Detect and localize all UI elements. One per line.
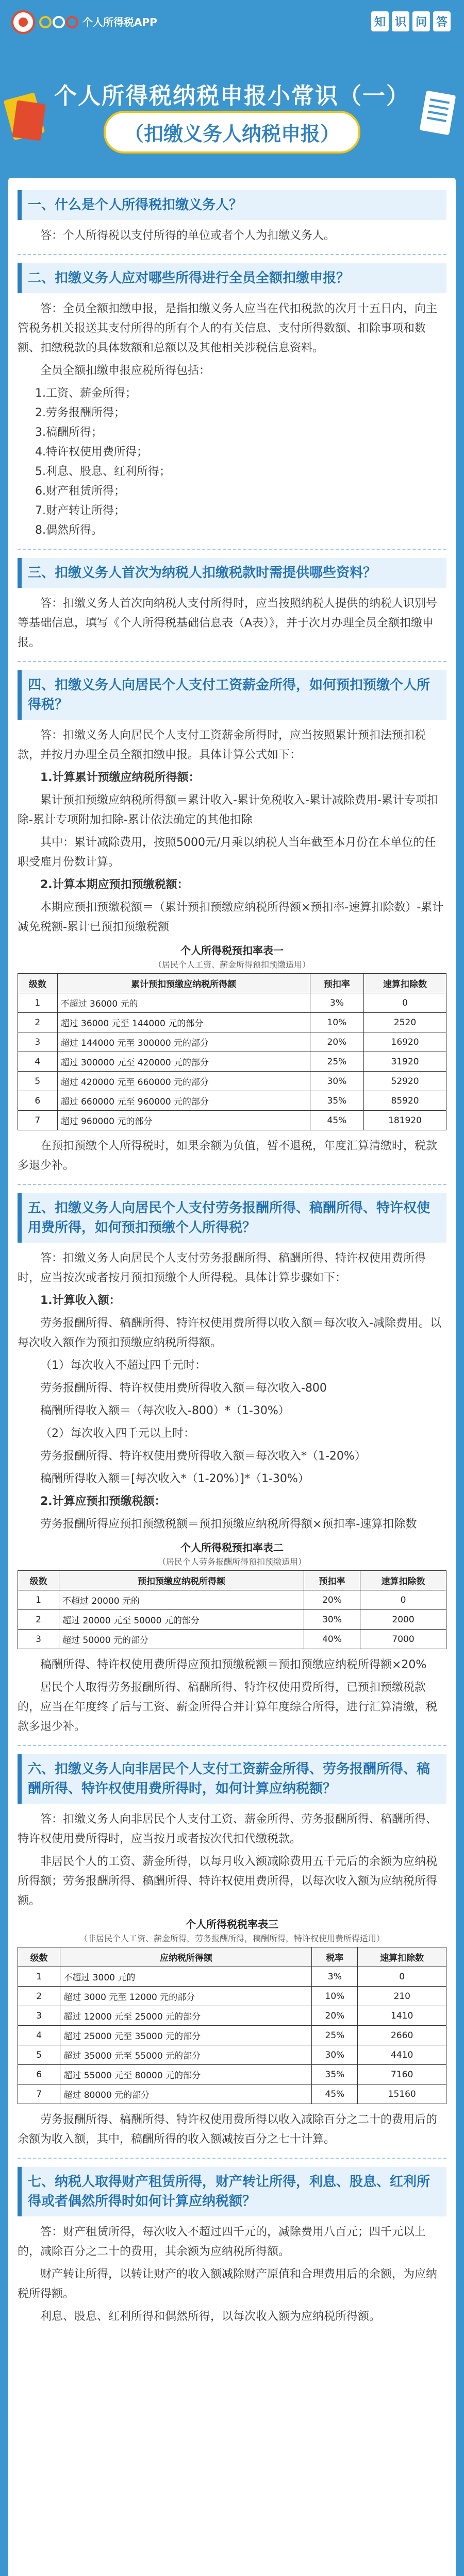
table-row: 2 超过 36000 元至 144000 元的部分 10% 2520 [18, 1013, 446, 1032]
table-2-subtitle: （居民个人劳务报酬所得预扣预缴适用） [157, 1557, 306, 1567]
answer-7: 答：财产租赁所得，每次收入不超过四千元的，减除费用八百元；四千元以上的，减除百分之二十的费用，其余额为应纳税所得额。 [18, 2226, 426, 2258]
table-header-row: 级数 预扣预缴应纳税所得额 预扣率 速算扣除数 [18, 1571, 446, 1590]
list-item: 3.稿酬所得； [35, 426, 103, 439]
formula: （1）每次收入不超过四千元时： [40, 1359, 206, 1372]
table-row: 2 超过 20000 元至 50000 元的部分 30% 2000 [18, 1610, 446, 1630]
content-card [8, 178, 456, 2576]
answer-1: 答：个人所得税以支付所得的单位或者个人为扣缴义务人。 [40, 229, 336, 242]
answer-6-detail: 非居民个人的工资、薪金所得，以每月收入额减除费用五千元后的余额为应纳税所得额；劳务报酬所得、稿酬所得、特许权使用费所得，以每次收入额为应纳税所得额。 [18, 1855, 438, 1907]
tax-emblem-icon [11, 10, 35, 34]
formula: 累计预扣预缴应纳税所得额＝累计收入-累计免税收入-累计减除费用-累计专项扣除-累计专项附加扣除-累计依法确定的其他扣除 [18, 794, 438, 826]
badge-char: 知 [371, 11, 389, 31]
q4-after: 在预扣预缴个人所得税时，如果余额为负值，暂不退税，年度汇算清缴时，税款多退少补。 [18, 1140, 438, 1172]
table-row: 4 超过 25000 元至 35000 元的部分 25% 2660 [18, 2026, 446, 2045]
answer-7-detail: 财产转让所得，以转让财产的收入额减除财产原值和合理费用后的余额，为应纳税所得额。 [18, 2268, 438, 2300]
divider [18, 2158, 446, 2159]
header [0, 0, 464, 170]
badge-char: 问 [412, 11, 430, 31]
tax-table-1 [18, 973, 446, 1130]
table-row: 2 超过 3000 元至 12000 元的部分 10% 210 [18, 1987, 446, 2006]
list-item: 7.财产转让所得； [35, 504, 125, 517]
table-row: 7 超过 80000 元的部分 45% 15160 [18, 2084, 446, 2104]
question-7: 七、纳税人取得财产租赁所得，财产转让所得，利息、股息、红利所得或者偶然所得时如何计算应纳税额？ [18, 2167, 446, 2216]
rings-icon [39, 16, 78, 28]
logo-text: 个人所得税APP [82, 16, 157, 28]
table-2-title: 个人所得税预扣率表二 [180, 1541, 284, 1554]
answer-2-lead: 全员全额扣缴申报应税所得包括： [40, 364, 211, 377]
formula: 劳务报酬所得、稿酬所得、特许权使用费所得以收入额＝每次收入-减除费用。以每次收入额作为预扣预缴应纳税所得额。 [18, 1317, 441, 1349]
table-row: 5 超过 420000 元至 660000 元的部分 30% 52920 [18, 1072, 446, 1091]
formula-note: 其中：累计减除费用，按照5000元/月乘以纳税人当年截至本月份在本单位的任职受雇月份数计算。 [18, 836, 436, 869]
list-item: 2.劳务报酬所得； [35, 406, 125, 419]
table-row: 4 超过 300000 元至 420000 元的部分 25% 31920 [18, 1052, 446, 1072]
list-item: 6.财产租赁所得； [35, 485, 125, 498]
table-row: 7 超过 960000 元的部分 45% 181920 [18, 1111, 446, 1130]
tax-table-2 [18, 1570, 446, 1649]
formula: 劳务报酬所得、特许权使用费所得收入额＝每次收入*（1-20%） [40, 1450, 366, 1463]
table-3-title: 个人所得税税率表三 [186, 1918, 278, 1930]
formula: 稿酬所得收入额＝（每次收入-800）*（1-30%） [40, 1404, 290, 1417]
divider [18, 549, 446, 550]
q5-after: 居民个人取得劳务报酬所得、稿酬所得、特许权使用费所得，已预扣预缴税款的，应当在年度终了后与工资、薪金所得合并计算年度综合所得，进行汇算清缴，税款多退少补。 [18, 1681, 438, 1733]
q6-after: 劳务报酬所得、稿酬所得、特许权使用费所得以收入减除百分之二十的费用后的余额为收入额，其中，稿酬所得的收入额减按百分之七十计算。 [18, 2113, 438, 2146]
list-item: 8.偶然所得。 [35, 524, 103, 537]
question-5: 五、扣缴义务人向居民个人支付劳务报酬所得、稿酬所得、特许权使用费所得，如何预扣预缴个人所得税？ [18, 1193, 446, 1243]
table-row: 1 不超过 20000 元的 20% 0 [18, 1590, 446, 1610]
question-1: 一、什么是个人所得税扣缴义务人？ [18, 190, 446, 220]
table-row: 3 超过 50000 元的部分 40% 7000 [18, 1630, 446, 1649]
answer-2: 答：全员全额扣缴申报，是指扣缴义务人应当在代扣税款的次月十五日内，向主管税务机关报送其支付所得的所有个人的有关信息、支付所得数额、扣除事项和数额、扣缴税款的具体数额和总额以及其他相关涉税信息资料。 [18, 302, 438, 354]
question-4: 四、扣缴义务人向居民个人支付工资薪金所得，如何预扣预缴个人所得税？ [18, 670, 446, 720]
table-3-subtitle: （非居民个人工资、薪金所得，劳务报酬所得，稿酬所得，特许权使用费所得适用） [79, 1934, 385, 1943]
divider [18, 661, 446, 662]
knowledge-badge [371, 11, 451, 31]
table-header-row: 级数 累计预扣预缴应纳税所得额 预扣率 速算扣除数 [18, 974, 446, 993]
list-item: 1.工资、薪金所得； [35, 387, 137, 400]
table-1-subtitle: （居民个人工资、薪金所得预扣预缴适用） [153, 960, 310, 970]
table-row: 1 不超过 3000 元的 3% 0 [18, 1967, 446, 1987]
tax-table-3 [18, 1947, 446, 2104]
page-subtitle: （扣缴义务人纳税申报） [104, 111, 360, 154]
divider [18, 1745, 446, 1746]
question-6: 六、扣缴义务人向非居民个人支付工资薪金所得、劳务报酬所得、稿酬所得、特许权使用费所得时，如何计算应纳税额？ [18, 1754, 446, 1804]
table-row: 3 超过 12000 元至 25000 元的部分 20% 1410 [18, 2006, 446, 2026]
question-3: 三、扣缴义务人首次为纳税人扣缴税款时需提供哪些资料？ [18, 558, 446, 588]
logo [11, 10, 157, 34]
list-item: 4.特许权使用费所得； [35, 446, 148, 459]
table-header-row: 级数 应纳税所得额 税率 速算扣除数 [18, 1947, 446, 1967]
step-heading: 1.计算累计预缴应纳税所得额： [40, 771, 200, 784]
divider [18, 1184, 446, 1185]
answer-6: 答：扣缴义务人向非居民个人支付工资、薪金所得、劳务报酬所得、稿酬所得、特许权使用费所得时，应当按月或者按次代扣代缴税款。 [18, 1813, 438, 1845]
table-row: 6 超过 660000 元至 960000 元的部分 35% 85920 [18, 1091, 446, 1111]
page-title: 个人所得税纳税申报小常识（一） [54, 83, 410, 109]
formula: （2）每次收入四千元以上时： [40, 1427, 195, 1440]
step-heading: 2.计算本期应预扣预缴税额： [40, 878, 189, 891]
formula: 稿酬所得收入额＝[每次收入*（1-20%）]*（1-30%） [40, 1472, 309, 1485]
answer-7-detail: 利息、股息、红利所得和偶然所得，以每次收入额为应纳税所得额。 [40, 2310, 381, 2323]
table-1-title: 个人所得税预扣率表一 [180, 944, 284, 957]
table-row: 3 超过 144000 元至 300000 元的部分 20% 16920 [18, 1032, 446, 1052]
answer-3: 答：扣缴义务人首次向纳税人支付所得时，应当按照纳税人提供的纳税人识别号等基础信息，填写《个人所得税基础信息表（A表）》，并于次月办理全员全额扣缴申报。 [18, 597, 438, 649]
badge-char: 答 [433, 11, 451, 31]
step-heading: 2.计算应预扣预缴税额： [40, 1495, 166, 1508]
badge-char: 识 [392, 11, 409, 31]
formula: 本期应预扣预缴税额＝（累计预扣预缴应纳税所得额×预扣率-速算扣除数）-累计减免税额-累计已预扣预缴税额 [18, 901, 444, 934]
table-row: 1 不超过 36000 元的 3% 0 [18, 993, 446, 1013]
answer-4: 答：扣缴义务人向居民个人支付工资薪金所得时，应当按照累计预扣法预扣税款，并按月办理全员全额扣缴申报。具体计算公式如下： [18, 729, 426, 761]
formula: 劳务报酬所得应预扣预缴税额＝预扣预缴应纳税所得额×预扣率-速算扣除数 [40, 1518, 417, 1531]
divider [18, 254, 446, 255]
q5-after: 稿酬所得、特许权使用费所得应预扣预缴税额＝预扣预缴应纳税所得额×20% [40, 1658, 427, 1671]
list-item: 5.利息、股息、红利所得； [35, 465, 171, 478]
question-2: 二、扣缴义务人应对哪些所得进行全员全额扣缴申报？ [18, 263, 446, 293]
income-list [18, 384, 446, 540]
table-row: 6 超过 55000 元至 80000 元的部分 35% 7160 [18, 2065, 446, 2084]
answer-5: 答：扣缴义务人向居民个人支付劳务报酬所得、稿酬所得、特许权使用费所得时，应当按次或者按月预扣预缴个人所得税。具体计算步骤如下： [18, 1252, 426, 1284]
table-row: 5 超过 35000 元至 55000 元的部分 30% 4410 [18, 2045, 446, 2065]
step-heading: 1.计算收入额： [40, 1294, 121, 1307]
formula: 劳务报酬所得、特许权使用费所得收入额＝每次收入-800 [40, 1382, 327, 1395]
